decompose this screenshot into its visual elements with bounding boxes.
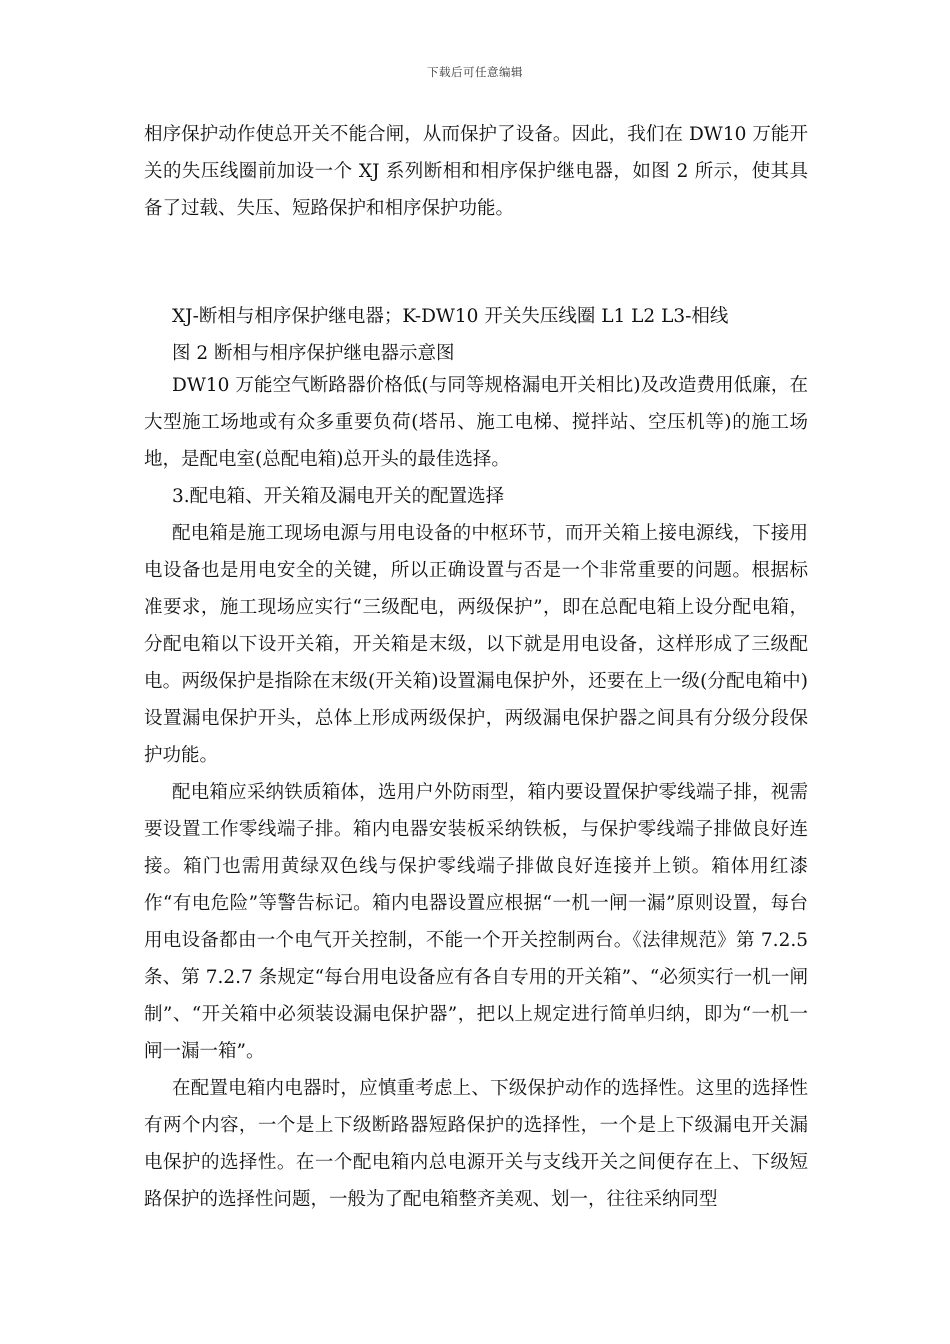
paragraph-distribution-box: 配电箱是施工现场电源与用电设备的中枢环节，而开关箱上接电源线，下接用电设备也是用电安全的关键，所以正确设置与否是一个非常重要的问题。根据标准要求，施工现场应实行“三级配电，两级保护”，即在总配电箱上设分配电箱，分配电箱以下设开关箱，开关箱是末级，以下就是用电设备，这样形成了三级配电。两级保护是指除在末级(开关箱)设置漏电保护外，还要在上一级(分配电箱中)设置漏电保护开头，总体上形成两级保护，两级漏电保护器之间具有分级分段保护功能。: [144, 523, 808, 766]
page-header: 下载后可任意编辑: [427, 65, 523, 79]
paragraph-box-material: 配电箱应采纳铁质箱体，选用户外防雨型，箱内要设置保护零线端子排，视需要设置工作零线端子排。箱内电器安装板采纳铁板，与保护零线端子排做良好连接。箱门也需用黄绿双色线与保护零线端子排做良好连接并上锁。箱体用红漆作“有电危险”等警告标记。箱内电器设置应根据“一机一闸一漏”原则设置，每台用电设备都由一个电气开关控制，不能一个开关控制两台。《法律规范》第 7.2.5 条、第 7.2.7 条规定“每台用电设备应有各自专用的开关箱”、“必须实行一机一闸制”、“开关箱中必须装设漏电保护器”，把以上规定进行简单归纳，即为“一机一闸一漏一箱”。: [144, 782, 808, 1062]
figure-caption: 图 2 断相与相序保护继电器示意图: [172, 343, 455, 364]
paragraph-relay-intro: 相序保护动作使总开关不能合闸，从而保护了设备。因此，我们在 DW10 万能开关的失压线圈前加设一个 XJ 系列断相和相序保护继电器，如图 2 所示，使其具备了过载、失压、短路保护和相序保护功能。: [144, 124, 808, 219]
section-heading: 3.配电箱、开关箱及漏电开关的配置选择: [172, 486, 505, 507]
figure-legend: XJ-断相与相序保护继电器；K-DW10 开关失压线圈 L1 L2 L3-相线: [172, 306, 729, 327]
paragraph-dw10-cost: DW10 万能空气断路器价格低(与同等规格漏电开关相比)及改造费用低廉，在大型施工场地或有众多重要负荷(塔吊、施工电梯、搅拌站、空压机等)的施工场地，是配电室(总配电箱)总开头的最佳选择。: [144, 375, 808, 470]
paragraph-selectivity: 在配置电箱内电器时，应慎重考虑上、下级保护动作的选择性。这里的选择性有两个内容，一个是上下级断路器短路保护的选择性，一个是上下级漏电开关漏电保护的选择性。在一个配电箱内总电源开关与支线开关之间便存在上、下级短路保护的选择性问题，一般为了配电箱整齐美观、划一，往往采纳同型: [144, 1078, 808, 1210]
